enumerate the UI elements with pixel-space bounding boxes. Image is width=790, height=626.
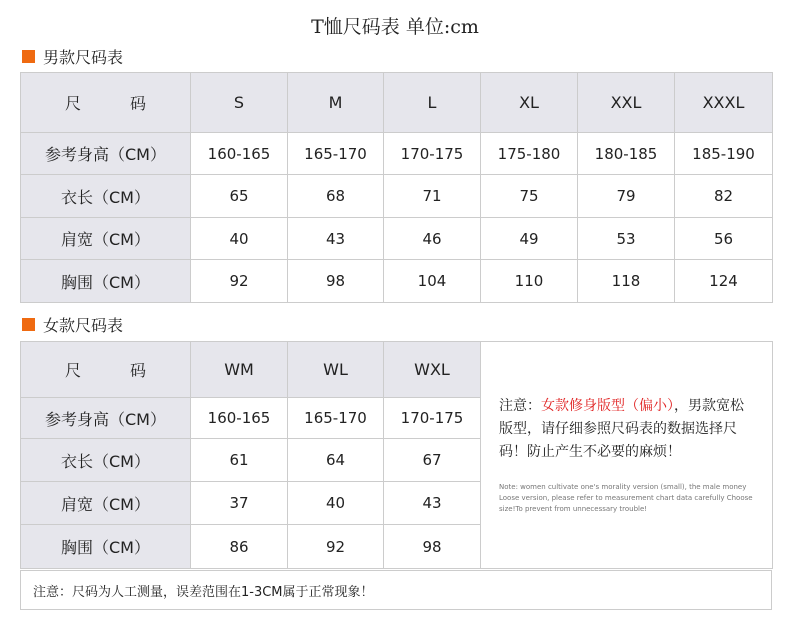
table-header-row (21, 342, 773, 398)
table-cell: 86 (191, 525, 288, 569)
note-prefix: 注意： (499, 398, 541, 414)
table-cell: 53 (578, 218, 675, 260)
row-label: 衣长（CM） (21, 439, 191, 482)
table-cell: 56 (675, 218, 773, 260)
table-cell: 64 (288, 439, 384, 482)
table-row (21, 133, 773, 175)
table-cell: 170-175 (384, 398, 481, 439)
table-cell: 98 (384, 525, 481, 569)
size-label: WXL (384, 342, 481, 398)
table-cell: 46 (384, 218, 481, 260)
table-cell: 160-165 (191, 133, 288, 175)
table-header-row (21, 73, 773, 133)
row-label: 参考身高（CM） (21, 133, 191, 175)
men-section-heading (22, 47, 123, 65)
fit-note-chinese (499, 395, 754, 464)
women-size-table (20, 341, 773, 569)
women-heading-text: 女款尺码表 (43, 315, 124, 335)
table-cell: 98 (288, 260, 384, 303)
size-label: XXL (578, 73, 675, 133)
table-cell: 160-165 (191, 398, 288, 439)
table-cell: 67 (384, 439, 481, 482)
table-cell: 75 (481, 175, 578, 218)
table-cell: 37 (191, 482, 288, 525)
row-label: 参考身高（CM） (21, 398, 191, 439)
table-cell: 65 (191, 175, 288, 218)
table-cell: 92 (288, 525, 384, 569)
table-cell: 43 (384, 482, 481, 525)
table-cell: 92 (191, 260, 288, 303)
measurement-footer-note: 注意：尺码为人工测量，误差范围在1-3CM属于正常现象！ (20, 570, 772, 610)
size-label: WL (288, 342, 384, 398)
size-label: XL (481, 73, 578, 133)
size-header-cell (21, 342, 191, 398)
table-cell: 40 (191, 218, 288, 260)
table-row (21, 175, 773, 218)
table-cell: 175-180 (481, 133, 578, 175)
note-rest: ，男款宽松版型，请仔细参照尺码表的数据选择尺码！防止产生不必要的麻烦！ (499, 398, 744, 460)
row-label: 胸围（CM） (21, 260, 191, 303)
table-cell: 79 (578, 175, 675, 218)
table-row (21, 218, 773, 260)
size-label: XXXL (675, 73, 773, 133)
size-header-char-1: 尺 (65, 361, 82, 380)
men-heading-text: 男款尺码表 (43, 47, 124, 67)
table-cell: 110 (481, 260, 578, 303)
table-cell: 170-175 (384, 133, 481, 175)
size-header-char-2: 码 (129, 94, 146, 113)
fit-note-panel (481, 342, 773, 569)
page-title: T恤尺码表 单位:cm (311, 16, 479, 38)
section-marker-icon (22, 318, 35, 331)
table-cell: 82 (675, 175, 773, 218)
table-row (21, 260, 773, 303)
note-highlight: 女款修身版型（偏小） (541, 398, 674, 414)
table-cell: 165-170 (288, 398, 384, 439)
size-header-char-1: 尺 (65, 94, 82, 113)
row-label: 肩宽（CM） (21, 482, 191, 525)
table-cell: 71 (384, 175, 481, 218)
table-cell: 118 (578, 260, 675, 303)
size-label: M (288, 73, 384, 133)
table-cell: 43 (288, 218, 384, 260)
table-cell: 68 (288, 175, 384, 218)
size-header-cell (21, 73, 191, 133)
table-cell: 61 (191, 439, 288, 482)
table-cell: 180-185 (578, 133, 675, 175)
size-header-char-2: 码 (129, 361, 146, 380)
size-label: S (191, 73, 288, 133)
size-label: L (384, 73, 481, 133)
size-label: WM (191, 342, 288, 398)
table-cell: 40 (288, 482, 384, 525)
row-label: 肩宽（CM） (21, 218, 191, 260)
row-label: 衣长（CM） (21, 175, 191, 218)
section-marker-icon (22, 50, 35, 63)
table-cell: 49 (481, 218, 578, 260)
row-label: 胸围（CM） (21, 525, 191, 569)
table-cell: 185-190 (675, 133, 773, 175)
fit-note-english: Note: women cultivate one's morality version (small), the male money Loose version, please refer to measurement chart data carefully Choose size!To prevent from unnecessary trouble! (499, 483, 753, 513)
table-cell: 104 (384, 260, 481, 303)
women-section-heading (22, 315, 123, 333)
table-cell: 165-170 (288, 133, 384, 175)
men-size-table (20, 72, 773, 303)
table-cell: 124 (675, 260, 773, 303)
